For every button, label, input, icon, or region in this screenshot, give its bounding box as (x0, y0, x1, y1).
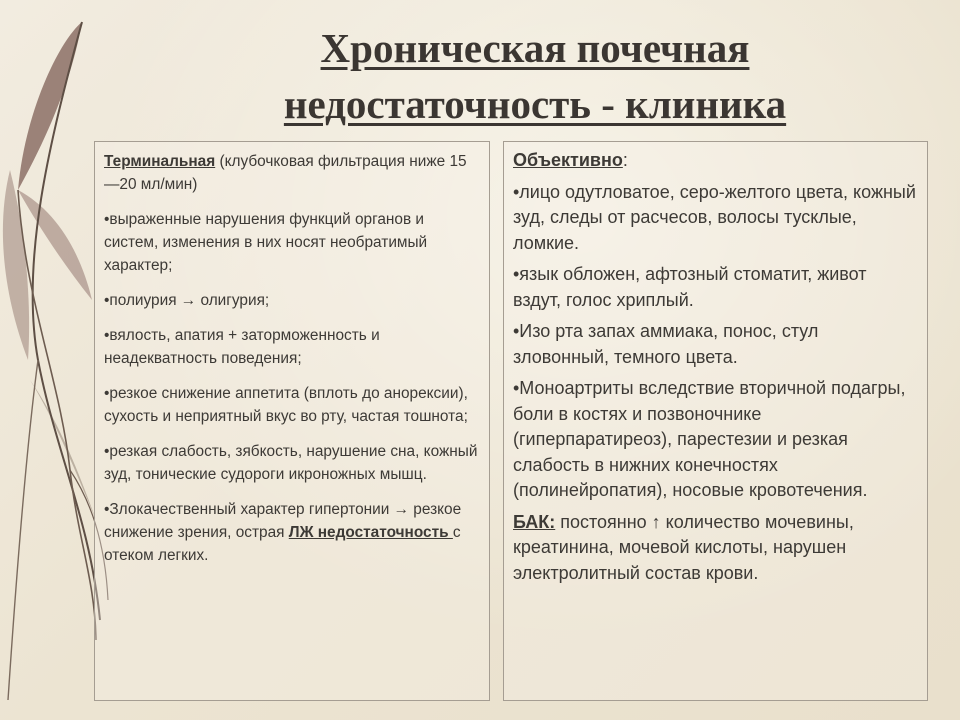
left-item: •вялость, апатия + заторможенность и неадекватность поведения; (104, 327, 380, 367)
right-heading-paragraph (513, 148, 919, 174)
left-item: •резкое снижение аппетита (вплоть до анорексии), сухость и неприятный вкус во рту, частая тошнота; (104, 385, 468, 425)
bak-text: постоянно ↑ количество мочевины, креатинина, мочевой кислоты, нарушен электролитный состав крови. (513, 511, 854, 583)
right-heading-rest: : (622, 150, 628, 170)
left-heading-rest: (клубочковая фильтрация ниже 15—20 мл/мин) (104, 153, 467, 193)
objective-findings-panel (503, 141, 928, 701)
left-item: •выраженные нарушения функций органов и систем, изменения в них носят необратимый характер; (104, 211, 428, 274)
lv-insufficiency-emphasis: ЛЖ недостаточность (288, 524, 453, 541)
bak-paragraph (513, 510, 919, 587)
title-line-2: недостаточность - клиника (283, 81, 787, 127)
left-last-tail: с отеком легких. (104, 524, 461, 564)
right-heading: Объективно (513, 150, 623, 170)
left-item: •резкая слабость, зябкость, нарушение сна, кожный зуд, тонические судороги икроножных мышц. (104, 443, 478, 483)
left-heading: Терминальная (104, 153, 216, 170)
bak-label: БАК: (513, 511, 556, 532)
left-item-hypertension (104, 498, 481, 567)
left-last-text: •Злокачественный характер гипертонии → резкое снижение зрения, острая (104, 501, 462, 541)
left-heading-paragraph (104, 150, 481, 196)
right-item: •Изо рта запах аммиака, понос, стул зловонный, темного цвета. (513, 321, 819, 367)
right-item: •Моноартриты вследствие вторичной подагры, боли в костях и позвоночнике (гиперпаратиреоз), парестезии и резкая слабость в нижних конечностях (полинейропатия), носовые кровотечения. (513, 378, 906, 500)
left-item: •полиурия → олигурия; (104, 292, 270, 309)
right-item: •язык обложен, афтозный стоматит, живот вздут, голос хриплый. (513, 264, 867, 310)
slide-title (150, 20, 920, 132)
terminal-stage-panel (94, 141, 490, 701)
title-line-1: Хроническая почечная (320, 25, 750, 71)
right-item: •лицо одутловатое, серо-желтого цвета, кожный зуд, следы от расчесов, волосы тусклые, ломкие. (513, 181, 916, 253)
